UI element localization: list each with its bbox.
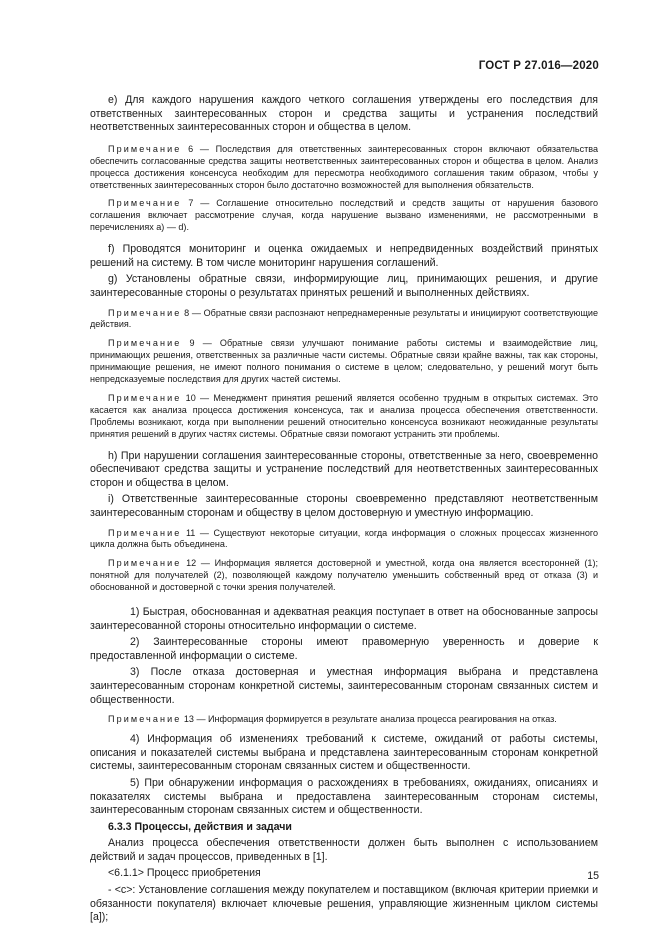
numbered-item: 4) Информация об изменениях требований к системе, ожиданий от работы системы, описания и показателей системы выбрана и представлена заинтересованным сторонам конкретной системы, заинтересованным сторонам связанных систем и общественности. — [90, 733, 598, 773]
note-paragraph — [90, 714, 598, 726]
note-paragraph — [90, 558, 598, 594]
body-paragraph: <6.1.1> Процесс приобретения — [108, 867, 261, 880]
note-text: 9 — Обратные связи улучшают понимание работы системы и взаимодействие лиц, принимающих решения, ответственных за различные части системы. Обратные связи крайне важны, так как стороны, принимающие решения, не имеют полного понимания о системе в целом; следовательно, у решений могут быть непредсказуемые последствия для других частей системы. — [90, 338, 598, 385]
note-label: Примечание — [108, 143, 182, 154]
note-label: Примечание — [108, 527, 182, 538]
note-label: Примечание — [108, 338, 182, 349]
note-paragraph — [90, 308, 598, 332]
body-paragraph: Анализ процесса обеспечения ответственности должен быть выполнен с использованием действий и задач процессов, приведенных в [1]. — [90, 837, 598, 863]
numbered-item: 3) После отказа достоверная и уместная информация выбрана и представлена заинтересованным сторонам конкретной системы, заинтересованным сторонам связанных систем и общественности. — [90, 666, 598, 706]
note-text: 7 — Соглашение относительно последствий и средств защиты от нарушения базового соглашения включает рассмотрение случая, когда нарушение вызвано изменениями, не рассмотренными в перечислениях а) — d). — [90, 198, 598, 233]
page-number: 15 — [587, 870, 599, 882]
note-paragraph — [90, 393, 598, 441]
document-body — [90, 94, 598, 925]
body-paragraph: i) Ответственные заинтересованные стороны своевременно представляют неответственным заинтересованным сторонам и обществу в целом достоверную и уместную информацию. — [90, 493, 598, 519]
body-paragraph: h) При нарушении соглашения заинтересованные стороны, ответственные за него, своевременно обеспечивают средства защиты и устранение последствий для неответственных заинтересованных сторон и общества в целом. — [90, 449, 598, 489]
note-label: Примечание — [108, 307, 182, 318]
note-paragraph — [90, 144, 598, 192]
note-text: 12 — Информация является достоверной и уместной, когда она является всесторонней (1); понятной для получателей (2), позволяющей каждому получателю уменьшить собственный вред от отказа (3) и обоснованной и достоверной с точки зрения получателей. — [90, 558, 598, 593]
note-paragraph — [90, 338, 598, 386]
numbered-item: 5) При обнаружении информация о расхождениях в требованиях, ожиданиях, описаниях и показателях системы выбрана и предоставлена заинтересованным сторонам системы, заинтересованным сторонам связанных систем и общественности. — [90, 776, 598, 817]
body-paragraph: е) Для каждого нарушения каждого четкого соглашения утверждены его последствия для ответственных заинтересованных сторон и средства защиты и устранения последствий неответственных заинтересованных сторон и общества в целом. — [90, 94, 598, 134]
note-text: 13 — Информация формируется в результате анализа процесса реагирования на отказ. — [181, 714, 557, 725]
note-label: Примечание — [108, 714, 182, 725]
note-text: 8 — Обратные связи распознают непреднамеренные результаты и инициируют соответствующие действия. — [90, 307, 598, 330]
note-label: Примечание — [108, 558, 182, 569]
note-label: Примечание — [108, 392, 182, 403]
document-id-header: ГОСТ Р 27.016—2020 — [478, 60, 599, 72]
note-paragraph — [90, 528, 598, 552]
note-label: Примечание — [108, 198, 182, 209]
body-paragraph: g) Установлены обратные связи, информирующие лиц, принимающих решения, и другие заинтересованные стороны о результатах принятых решений и выполненных действиях. — [90, 273, 598, 299]
section-heading: 6.3.3 Процессы, действия и задачи — [108, 820, 292, 833]
numbered-item: 1) Быстрая, обоснованная и адекватная реакция поступает в ответ на обоснованные запросы заинтересованной стороны относительно информации о системе. — [90, 606, 598, 632]
body-paragraph: f) Проводятся мониторинг и оценка ожидаемых и непредвиденных воздействий принятых решений на систему. В том числе мониторинг нарушения соглашений. — [90, 243, 598, 269]
note-text: 11 — Существуют некоторые ситуации, когда информация о сложных процессах жизненного цикла должна быть объединена. — [90, 527, 598, 550]
note-text: 6 — Последствия для ответственных заинтересованных сторон включают обязательства обеспечить согласованные средства защиты неответственных заинтересованных сторон и общества в целом. Анализ процесса достижения консенсуса необходим для пересмотра необходимого соглашения таким образом, чтобы у ответственных заинтересованных сторон было достаточно возможностей для выполнения обязательств. — [90, 143, 598, 190]
note-paragraph — [90, 198, 598, 234]
numbered-item: 2) Заинтересованные стороны имеют правомерную уверенность и доверие к предоставленной информации о системе. — [90, 636, 598, 662]
body-paragraph: - <c>: Установление соглашения между покупателем и поставщиком (включая критерии приемки и обязанности покупателя) включает ключевые решения, управляющие жизненным циклом системы [a]); — [90, 884, 598, 924]
note-text: 10 — Менеджмент принятия решений является особенно трудным в открытых системах. Это касается как анализа процесса достижения консенсуса, так и анализа процесса обеспечения ответственности. Проблемы возникают, когда при выполнении решений относительно консенсуса возникают неожиданные результаты принятия решений в других частях системы. Обратные связи помогают устранить эти проблемы. — [90, 392, 598, 439]
